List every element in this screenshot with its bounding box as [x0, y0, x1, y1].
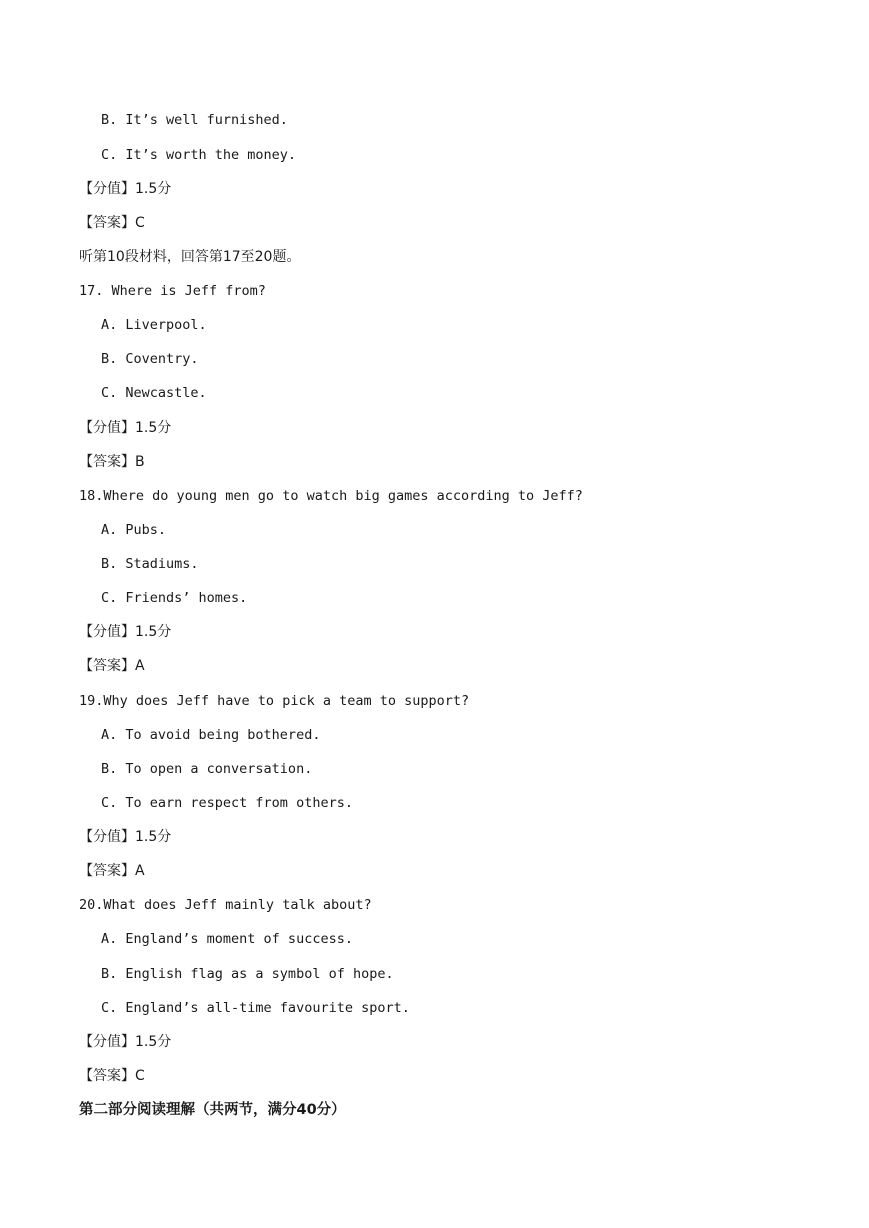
q19-option-c: C. To earn respect from others.: [101, 795, 353, 811]
q19-option-b: B. To open a conversation.: [101, 761, 313, 777]
q18-answer: 【答案】A: [79, 658, 145, 674]
q17-score: 【分值】1.5分: [79, 420, 172, 436]
question-18: 18.Where do young men go to watch big games according to Jeff?: [79, 488, 583, 504]
q20-option-c: C. England’s all-time favourite sport.: [101, 1000, 410, 1016]
q18-score: 【分值】1.5分: [79, 624, 172, 640]
question-17: 17. Where is Jeff from?: [79, 283, 266, 299]
q19-score: 【分值】1.5分: [79, 829, 172, 845]
q18-option-a: A. Pubs.: [101, 522, 167, 538]
q19-option-a: A. To avoid being bothered.: [101, 727, 321, 743]
q17-option-c: C. Newcastle.: [101, 385, 207, 401]
q20-answer: 【答案】C: [79, 1068, 145, 1084]
instruction-line: 听第10段材料，回答第17至20题。: [79, 249, 301, 265]
q17-answer: 【答案】B: [79, 454, 145, 470]
q19-answer: 【答案】A: [79, 863, 145, 879]
q20-score: 【分值】1.5分: [79, 1034, 172, 1050]
option-b-line: B. It’s well furnished.: [101, 112, 288, 128]
q20-option-b: B. English flag as a symbol of hope.: [101, 966, 394, 982]
q17-option-b: B. Coventry.: [101, 351, 199, 367]
score-line: 【分值】1.5分: [79, 181, 172, 197]
q18-option-c: C. Friends’ homes.: [101, 590, 248, 606]
answer-line: 【答案】C: [79, 215, 145, 231]
question-20: 20.What does Jeff mainly talk about?: [79, 897, 372, 913]
q18-option-b: B. Stadiums.: [101, 556, 199, 572]
q17-option-a: A. Liverpool.: [101, 317, 207, 333]
q20-option-a: A. England’s moment of success.: [101, 931, 353, 947]
question-19: 19.Why does Jeff have to pick a team to support?: [79, 693, 470, 709]
option-c-line: C. It’s worth the money.: [101, 147, 297, 163]
section-heading: 第二部分阅读理解（共两节，满分40分）: [79, 1102, 346, 1118]
